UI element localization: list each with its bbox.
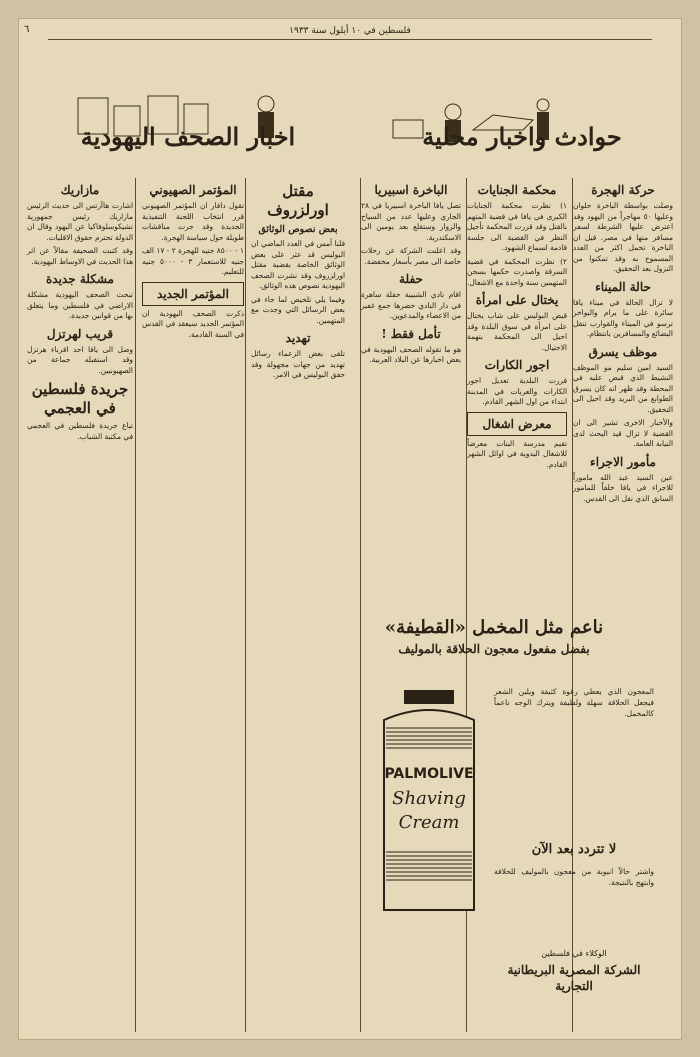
column-5 bbox=[139, 178, 247, 1032]
advert-subhead: بفضل مفعول معجون الحلاقة بالموليف bbox=[398, 642, 590, 656]
article-text: وقد كتبت الصحيفة مقالاً عن اثر هذا الحديث في الاوساط اليهودية. bbox=[27, 246, 133, 266]
headline-fraud: يختال على امرأة bbox=[475, 293, 559, 307]
headline-port: حالة الميناء bbox=[595, 279, 651, 294]
article-text: تلقى بعض الزعماء رسائل تهديد من جهات مجهولة وقد حقق البوليس في الامر. bbox=[251, 349, 345, 379]
headline-filastin-agami: جريدة فلسطين في العجمي bbox=[31, 380, 129, 417]
column-6 bbox=[24, 178, 136, 1032]
headline-new-problem: مشكلة جديدة bbox=[46, 272, 114, 286]
advert-cta: لا تتردد بعد الآن bbox=[531, 842, 617, 857]
article-text: تقول دافار ان المؤتمر الصهيوني قرر انتخاب اللجنة التنفيذية الجديدة وقد جرت مناقشات طويلة حول سياسة الهجرة. bbox=[142, 201, 244, 242]
article-text: وقد اعلنت الشركة عن رحلات خاصة الى مصر بأسعار مخفضة. bbox=[361, 246, 461, 266]
article-text: وصلت بواسطة الباخرة حلوان وعليها ٥٠ مهاجراً من اليهود وقد اعترض عليها الشرطة لسفر مسافر منها في مصر. قيل ان الباخرة تحمل اكثر من العدد المسموح به وقد تمكنوا من النزول بعد التحقيق. bbox=[573, 201, 673, 273]
article-text: ١) نظرت محكمة الجنايات الكبرى في يافا في قضية المتهم بالقتل وقد قررت المحكمة تأجيل النظر في القضية الى جلسة قادمة لسماع الشهود. bbox=[467, 201, 567, 252]
advert-company-name: الشركة المصرية البريطانية التجارية bbox=[507, 963, 641, 993]
article-text: قبض البوليس على شاب يختال على امرأة في سوق البلدة وقد احيل الى المحكمة بتهمة الاحتيال. bbox=[467, 311, 567, 352]
headline-carts: اجور الكارات bbox=[484, 358, 550, 372]
article-text: وصل الى يافا احد اقرباء هرتزل وقد استقبله جماعة من الصهيونيين. bbox=[27, 344, 133, 375]
article-text: والأخبار الاخرى تشير الى ان القضية لا تزال قيد البحث لدى النيابة العامة. bbox=[573, 418, 673, 448]
headline-court: محكمة الجنايات bbox=[477, 183, 557, 197]
article-text: اشارت هاآرتس الى حديث الرئيس مازاريك رئيس جمهورية تشيكوسلوفاكيا عن اليهود وقال ان الدولة تحترم حقوق الاقليات. bbox=[27, 201, 133, 242]
column-3 bbox=[358, 178, 464, 602]
local-news-masthead bbox=[372, 78, 672, 178]
advert-body: المعجون الذي يعطي رغوة كثيفة ويلين الشعر فيجعل الحلاقة سهلة ولطيفة ويترك الوجه ناعماً كالمخمل. bbox=[494, 687, 654, 718]
shaving-cream-tube-illustration bbox=[374, 680, 484, 940]
headline-employee: موظف يسرق bbox=[588, 344, 658, 359]
subheadline-documents: بعض نصوص الوثائق bbox=[258, 224, 338, 235]
jewish-press-title: اخبار الصحف اليهودية bbox=[80, 122, 296, 151]
headline-contemplate: تأمل فقط ! bbox=[381, 326, 441, 341]
headline-party: حفلة bbox=[399, 272, 423, 286]
headline-zionist-congress: المؤتمر الصهيوني bbox=[149, 183, 237, 197]
headline-murder: مقتل اورلزروف bbox=[267, 182, 329, 219]
article-text: قررت البلدية تعديل اجور الكارات والعربات في المدينة ابتداء من اول الشهر القادم. bbox=[467, 376, 567, 406]
article-text: قلنا أمس في العدد الماضي ان البوليس قد عثر على بعض الوثائق الخاصة بقضية مقتل اورلزروف وقد نشرت الصحف اليهودية نصوص هذه الوثائق. bbox=[251, 239, 345, 290]
headline-new-congress: المؤتمر الجديد bbox=[142, 282, 244, 306]
page-number: ٦ bbox=[24, 24, 30, 35]
advert-product-line2: Cream bbox=[398, 812, 460, 833]
advert-body-2: واشتر حالاً انبوبة من معجون بالموليف للحلاقة وابتهج بالنتيجة. bbox=[494, 867, 654, 887]
local-news-title: حوادث واخبار محلية bbox=[422, 122, 622, 151]
advert-headline: ناعم مثل المخمل «القطيفة» bbox=[384, 617, 604, 638]
article-text: تقيم مدرسة البنات معرضاً للاشغال اليدوية في اوائل الشهر القادم. bbox=[467, 438, 567, 469]
article-text: ٢) نظرت المحكمة في قضية السرقة واصدرت حكمها بسجن المتهمين سنة واحدة مع الاشغال. bbox=[467, 256, 567, 287]
article-text: وفيما يلي تلخيص لما جاء في بعض الرسائل التي وجدت مع المتهمين. bbox=[251, 294, 345, 325]
article-text: هو ما تقوله الصحف اليهودية في بعض اخبارها عن البلاد العربية. bbox=[361, 344, 461, 364]
article-text: السيد امين سليم مو الموظف النشيط الذي قبض عليه في المحطة وقد ظهر انه كان يسرق الطوابع من البريد وقد احيل الى التحقيق. bbox=[573, 362, 673, 414]
headline-bailiff: مأمور الاجراء bbox=[590, 454, 656, 469]
advert-product-line1: Shaving bbox=[392, 788, 466, 809]
dateline: فلسطين في ١٠ أيلول سنة ١٩٣٣ bbox=[48, 26, 652, 40]
article-text: تباع جريدة فلسطين في العجمي في مكتبة الشباب. bbox=[27, 421, 133, 441]
article-text: تبحث الصحف اليهودية مشكلة الاراضي في فلسطين وما يتعلق بها من قوانين جديدة. bbox=[27, 290, 133, 320]
article-text: تصل يافا الباخرة اسبيريا في ٢٨ الجاري وعليها عدد من السياح والزوار وستقلع بعد يومين الى الاسكندرية. bbox=[361, 201, 461, 242]
headline-ship: الباخرة اسبيريا bbox=[374, 183, 448, 197]
jewish-press-masthead bbox=[38, 78, 338, 178]
newspaper-page bbox=[18, 18, 682, 1040]
article-text: عين السيد عبد الله ماموراً للاجراء في يافا خلفاً للمامور السابق الذي نقل الى القدس. bbox=[573, 472, 673, 503]
headline-exhibition: معرض اشغال bbox=[467, 412, 567, 436]
advert-agent-label: الوكلاء في فلسطين bbox=[541, 949, 607, 958]
advert-company bbox=[494, 946, 654, 994]
column-4 bbox=[248, 178, 348, 1032]
headline-immigration: حركة الهجرة bbox=[591, 183, 655, 197]
advert-brand: PALMOLIVE bbox=[384, 766, 474, 782]
article-text: لا تزال الحالة في ميناء يافا سائرة على ما يرام والبواخر ترسو في الميناء والقوارب تنقل البضائع والمسافرين بانتظام. bbox=[573, 297, 673, 338]
headline-masaryk: مازاريك bbox=[60, 183, 100, 197]
headline-threat: تهديد bbox=[285, 331, 311, 345]
palmolive-advert bbox=[334, 616, 654, 1016]
article-text: ذكرت الصحف اليهودية ان المؤتمر الجديد سيعقد في القدس في السنة القادمة. bbox=[142, 308, 244, 339]
article-text: ١ - ٨٥٠٠ جنيه للهجرة ٢ - ١٧ الف جنيه للاستعمار ٣ - ٥٠٠٠ جنيه للتعليم. bbox=[142, 246, 245, 276]
headline-herzl-relative: قريب لهرتزل bbox=[46, 326, 114, 341]
article-text: اقام نادي الشبيبة حفلة ساهرة في دار النادي حضرها جمع غفير من الاعضاء والمدعوين. bbox=[361, 290, 461, 320]
